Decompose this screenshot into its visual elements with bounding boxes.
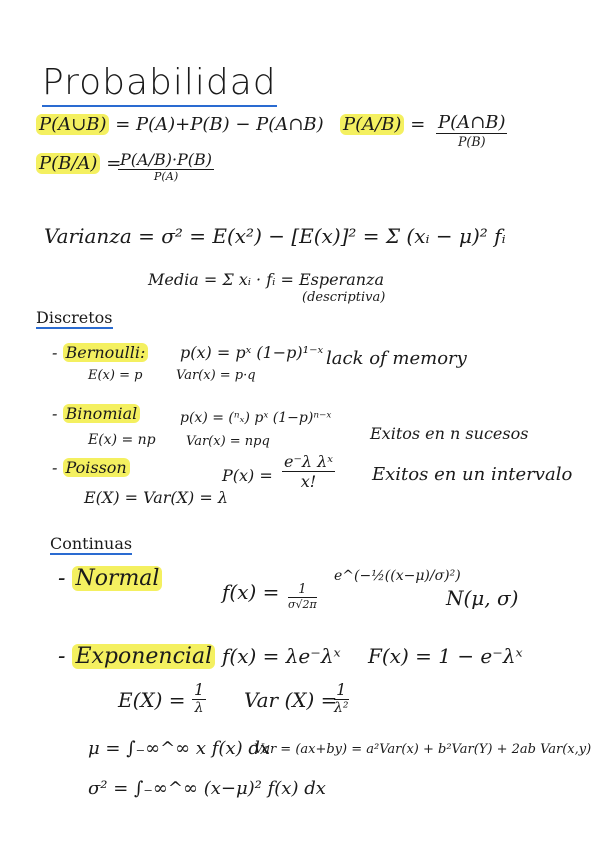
expo-e-num: 1 [194,680,205,699]
poisson-fraction [282,452,335,491]
section-discretos: Discretos [36,308,113,327]
cond-ab-lhs: P(A/B) [340,114,404,135]
cond-ba-lhs: P(B/A) [36,153,100,174]
normal-coef-num: 1 [288,582,317,598]
cond-ab-formula [340,114,425,135]
media-sub: (descriptiva) [302,290,386,305]
expo-e: E(X) = [118,688,186,712]
bernoulli-heading: - Bernoulli: [52,343,148,362]
expo-var-num: 1 [334,680,349,700]
cond-ba-eq: = [106,153,122,174]
binomial-label: Binomial [63,404,141,423]
poisson-heading: - Poisson [52,458,130,477]
normal-label: Normal [72,566,162,591]
binomial-p: p(x) = (ⁿₓ) pˣ (1−p)ⁿ⁻ˣ [180,410,332,426]
binomial-note: Exitos en n sucesos [370,424,529,443]
cond-ab-eq: = [410,114,426,135]
normal-coef-den: σ√2π [288,598,317,611]
binomial-var: Var(x) = npq [186,434,270,449]
normal-coef-fraction [288,582,317,611]
union-rhs: = P(A)+P(B) − P(A∩B) [115,114,324,135]
expo-F: F(x) = 1 − e⁻λˣ [368,644,523,668]
cond-ab-den: P(B) [457,134,486,149]
poisson-num: e⁻λ λˣ [284,452,333,471]
expo-var-fraction [334,680,349,716]
section-continuas: Continuas [50,534,133,553]
bernoulli-note: lack of memory [326,348,467,369]
media-formula: Media = Σ xᵢ · fᵢ = Esperanza [148,270,385,289]
normal-heading: - Normal [58,566,162,591]
expo-f: f(x) = λe⁻λˣ [222,644,341,668]
union-lhs: P(A∪B) [36,114,109,135]
cond-ba-num: P(A/B)·P(B) [120,150,213,169]
poisson-label: Poisson [63,458,130,477]
normal-n: N(μ, σ) [446,586,519,610]
varianza-formula: Varianza = σ² = E(x²) − [E(x)]² = Σ (xᵢ − μ)² fᵢ [44,224,506,248]
poisson-e: E(X) = Var(X) = λ [84,488,228,507]
var-linear: Var = (ax+by) = a²Var(x) + b²Var(Y) + 2ab Var(x,y) [254,742,592,757]
cond-ab-num: P(A∩B) [438,112,506,133]
page-title: Probabilidad [42,62,277,107]
union-formula [36,114,324,135]
expo-var: Var (X) = [244,688,338,712]
mu-integral: μ = ∫₋∞^∞ x f(x) dx [88,738,271,759]
cond-ba-formula [36,153,121,174]
poisson-note: Exitos en un intervalo [372,464,573,485]
bernoulli-var: Var(x) = p·q [176,368,256,383]
poisson-den: x! [300,472,317,491]
expo-var-den: λ² [334,700,349,716]
expo-heading: - Exponencial [58,644,215,669]
cond-ba-fraction [118,150,214,183]
expo-e-den: λ [194,700,204,716]
bernoulli-e: E(x) = p [88,368,143,383]
binomial-e: E(x) = np [88,432,156,448]
normal-f: f(x) = [222,580,280,604]
binomial-heading: - Binomial [52,404,140,423]
normal-exp: e^(−½((x−μ)/σ)²) [334,568,461,584]
bernoulli-p: p(x) = pˣ (1−p)¹⁻ˣ [180,343,324,362]
bernoulli-label: Bernoulli: [63,343,149,362]
poisson-p-lhs: P(x) = [222,466,273,485]
sigma-integral: σ² = ∫₋∞^∞ (x−μ)² f(x) dx [88,778,326,799]
expo-label: Exponencial [72,644,215,669]
cond-ba-den: P(A) [153,170,179,183]
expo-e-fraction [192,680,206,716]
cond-ab-fraction [436,112,507,149]
